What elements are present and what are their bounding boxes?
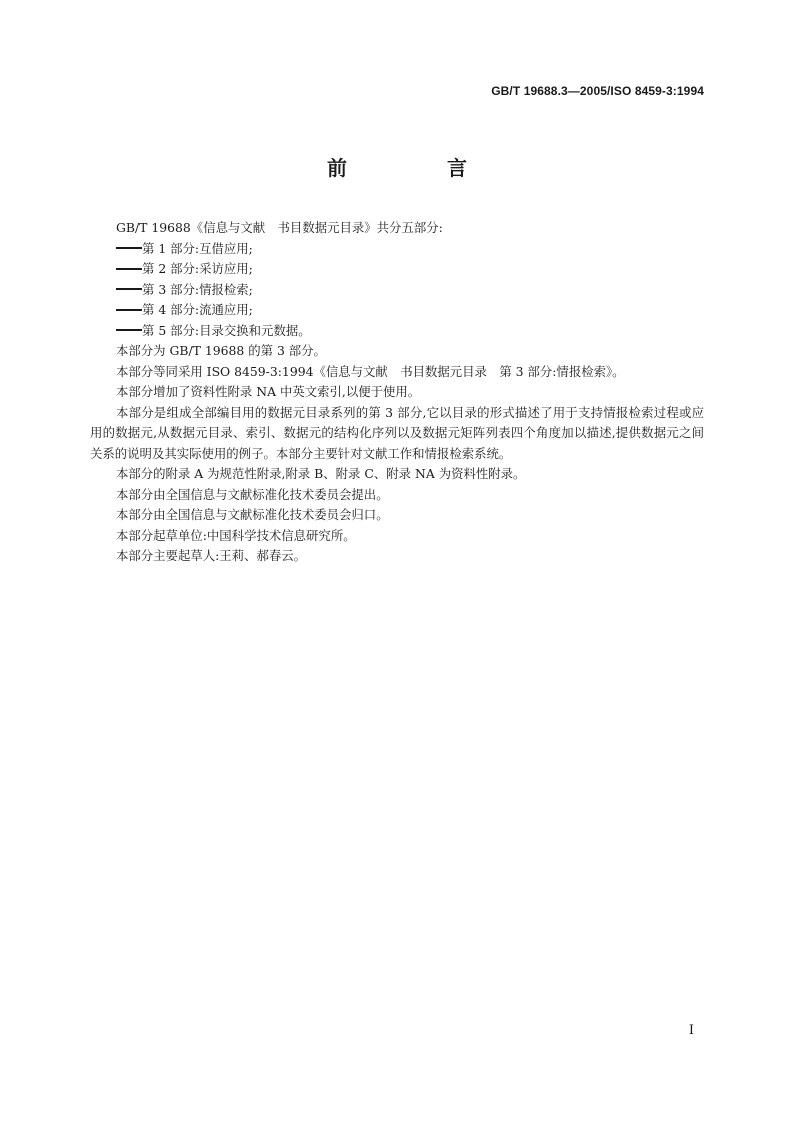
list-item-label: 第 1 部分:互借应用; [142, 240, 253, 256]
list-item-label: 第 4 部分:流通应用; [142, 302, 253, 317]
em-dash [116, 329, 142, 331]
standard-code: GB/T 19688.3—2005/ISO 8459-3:1994 [491, 84, 704, 98]
list-item-label: 第 2 部分:采访应用; [142, 261, 253, 276]
page-number: I [688, 1023, 694, 1038]
list-item-label: 第 3 部分:情报检索; [142, 281, 253, 297]
list-item-part-2 [90, 259, 704, 280]
em-dash [116, 288, 142, 290]
list-item-part-1 [90, 239, 704, 260]
list-item-part-4 [90, 300, 704, 321]
paragraph-drafting-unit: 本部分起草单位:中国科学技术信息研究所。 [116, 527, 356, 543]
paragraph-administered-by: 本部分由全国信息与文献标准化技术委员会归口。 [116, 507, 389, 522]
paragraph-annexes: 本部分的附录 A 为规范性附录,附录 B、附录 C、附录 NA 为资料性附录。 [116, 466, 526, 481]
foreword-body [90, 218, 704, 567]
list-item-part-3 [90, 280, 704, 301]
paragraph-equivalence: 本部分等同采用 ISO 8459-3:1994《信息与文献 书目数据元目录 第 3 部分:情报检索》。 [116, 363, 625, 379]
paragraph-scope-description: 本部分是组成全部编目用的数据元目录系列的第 3 部分,它以目录的形式描述了用于支持情报检索过程或应用的数据元,从数据元目录、索引、数据元的结构化序列以及数据元矩阵列表四个角度加以描述,提供数据元之间关系的说明及其实际使用的例子。本部分主要针对文献工作和情报检索系统。 [90, 404, 704, 461]
paragraph-series-intro: GB/T 19688《信息与文献 书目数据元目录》共分五部分: [116, 220, 443, 235]
paragraph-part-statement: 本部分为 GB/T 19688 的第 3 部分。 [116, 343, 326, 358]
list-item-part-5 [90, 321, 704, 342]
em-dash [116, 247, 142, 249]
list-item-label: 第 5 部分:目录交换和元数据。 [142, 322, 311, 338]
em-dash [116, 268, 142, 270]
paragraph-drafters: 本部分主要起草人:王莉、郝春云。 [116, 548, 307, 563]
page-title: 前 言 [327, 156, 507, 180]
paragraph-proposed-by: 本部分由全国信息与文献标准化技术委员会提出。 [116, 486, 389, 502]
em-dash [116, 309, 142, 311]
paragraph-annex-na: 本部分增加了资料性附录 NA 中英文索引,以便于使用。 [116, 384, 421, 399]
